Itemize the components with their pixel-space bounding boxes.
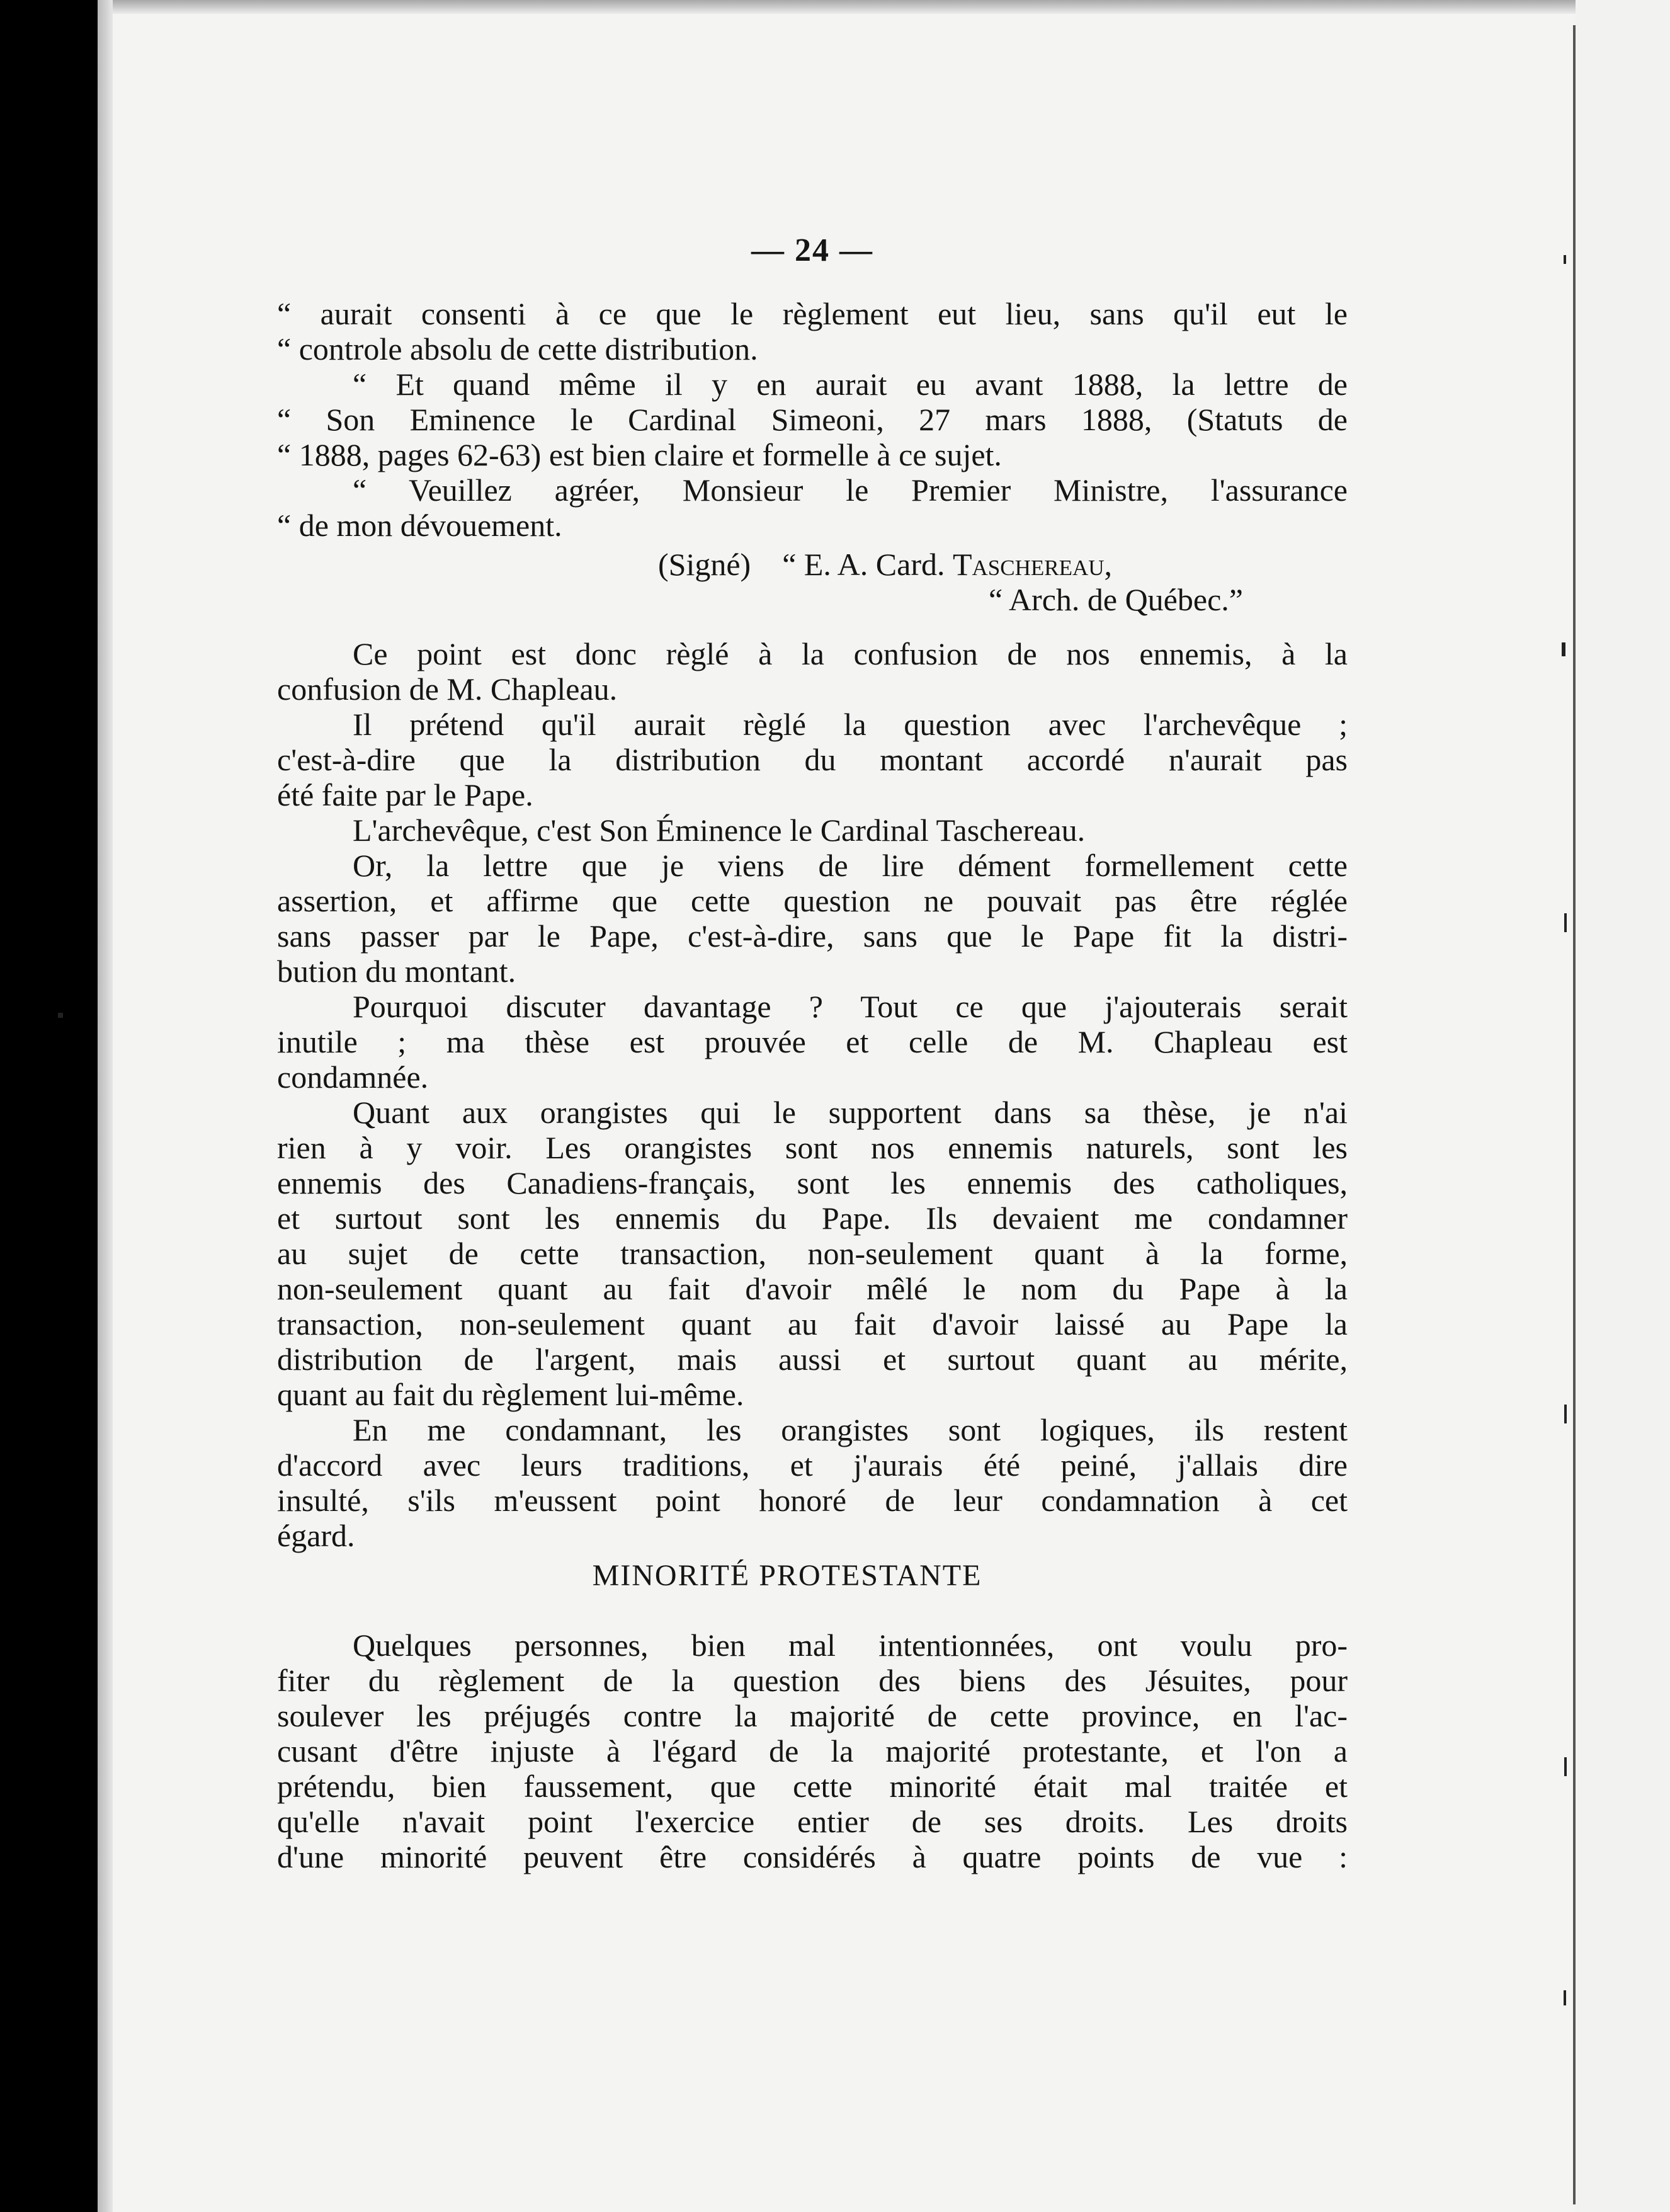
text-line: confusion de M. Chapleau. (277, 671, 618, 707)
scan-speck (1564, 1990, 1566, 2005)
text-line: et surtout sont les ennemis du Pape. Ils devaient me condamner (277, 1200, 1348, 1236)
text-line: Quant aux orangistes qui le supportent dans sa thèse, je n'ai (353, 1095, 1348, 1130)
paragraph (277, 1412, 1348, 1553)
signature-title: “ Arch. de Québec.” (989, 582, 1243, 617)
text-line: d'accord avec leurs traditions, et j'aurais été peiné, j'allais dire (277, 1447, 1348, 1483)
text-line: qu'elle n'avait point l'exercice entier de ses droits. Les droits (277, 1804, 1348, 1839)
text-line: inutile ; ma thèse est prouvée et celle de M. Chapleau est (277, 1024, 1348, 1059)
text-line: “ Et quand même il y en aurait eu avant 1888, la lettre de (353, 367, 1348, 402)
text-line: fiter du règlement de la question des biens des Jésuites, pour (277, 1663, 1348, 1698)
text-line: quant au fait du règlement lui-même. (277, 1377, 744, 1412)
text-line: soulever les préjugés contre la majorité de cette province, en l'ac- (277, 1698, 1348, 1733)
text-line: “ de mon dévouement. (277, 508, 562, 543)
signature-line (277, 547, 1348, 582)
text-line: L'archevêque, c'est Son Éminence le Cardinal Taschereau. (353, 812, 1086, 848)
text-line: Pourquoi discuter davantage ? Tout ce que j'ajouterais serait (353, 989, 1348, 1024)
paragraph (277, 989, 1348, 1095)
scan-speck (58, 1013, 63, 1018)
text-line: prétendu, bien faussement, que cette minorité était mal traitée et (277, 1769, 1348, 1804)
text-line: non-seulement quant au fait d'avoir mêlé le nom du Pape à la (277, 1271, 1348, 1306)
signature-prefix: (Signé) “ E. A. Card. (658, 547, 953, 582)
text-line: insulté, s'ils m'eussent point honoré de leur condamnation à cet (277, 1483, 1348, 1518)
text-line: assertion, et affirme que cette question ne pouvait pas être réglée (277, 883, 1348, 918)
text-line: “ aurait consenti à ce que le règlement eut lieu, sans qu'il eut le (277, 296, 1348, 331)
text-line: “ controle absolu de cette distribution. (277, 331, 758, 367)
text-line: distribution de l'argent, mais aussi et surtout quant au mérite, (277, 1342, 1348, 1377)
paragraph (277, 812, 1348, 848)
text-line: Ce point est donc règlé à la confusion de nos ennemis, à la (353, 636, 1348, 671)
paragraph (277, 636, 1348, 707)
text-line: condamnée. (277, 1059, 429, 1095)
text-line: au sujet de cette transaction, non-seulement quant à la forme, (277, 1236, 1348, 1271)
text-line: Or, la lettre que je viens de lire dément formellement cette (353, 848, 1348, 883)
section-heading: MINORITÉ PROTESTANTE (592, 1559, 982, 1592)
page-top-edge (98, 0, 1622, 14)
facing-page-strip (1576, 0, 1670, 2212)
paragraph (277, 848, 1348, 989)
paragraph (277, 1095, 1348, 1412)
text-line: bution du montant. (277, 954, 516, 989)
page-left-edge (98, 0, 113, 2212)
text-line: En me condamnant, les orangistes sont logiques, ils restent (353, 1412, 1348, 1447)
scan-speck (1564, 1405, 1567, 1423)
text-line: cusant d'être injuste à l'égard de la majorité protestante, et l'on a (277, 1733, 1348, 1769)
scan-speck (1564, 913, 1567, 932)
scan-speck (1564, 255, 1566, 264)
text-line: sans passer par le Pape, c'est-à-dire, sans que le Pape fit la distri- (277, 918, 1348, 954)
text-line: d'une minorité peuvent être considérés à quatre points de vue : (277, 1839, 1348, 1874)
text-line: “ 1888, pages 62-63) est bien claire et formelle à ce sujet. (277, 437, 1002, 472)
text-line: été faite par le Pape. (277, 777, 533, 812)
text-line: “ Veuillez agréer, Monsieur le Premier Ministre, l'assurance (353, 472, 1348, 508)
spacer (277, 617, 1348, 636)
text-line: c'est-à-dire que la distribution du montant accordé n'aurait pas (277, 742, 1348, 777)
letter-quote (277, 296, 1348, 543)
scan-speck (1564, 1757, 1567, 1776)
page-number: — 24 — (751, 232, 873, 268)
text-line: transaction, non-seulement quant au fait d'avoir laissé au Pape la (277, 1306, 1348, 1342)
text-line: égard. (277, 1518, 355, 1553)
scan-speck (1562, 642, 1565, 656)
text-line: rien à y voir. Les orangistes sont nos ennemis naturels, sont les (277, 1130, 1348, 1165)
document-page (277, 233, 1348, 1874)
paragraph (277, 1628, 1348, 1874)
text-line: Il prétend qu'il aurait règlé la question avec l'archevêque ; (353, 707, 1348, 742)
text-line: Quelques personnes, bien mal intentionnées, ont voulu pro- (353, 1628, 1348, 1663)
text-line: ennemis des Canadiens-français, sont les ennemis des catholiques, (277, 1165, 1348, 1200)
paragraph (277, 707, 1348, 812)
text-line: “ Son Eminence le Cardinal Simeoni, 27 mars 1888, (Statuts de (277, 402, 1348, 437)
signature-name: Taschereau, (952, 547, 1113, 582)
